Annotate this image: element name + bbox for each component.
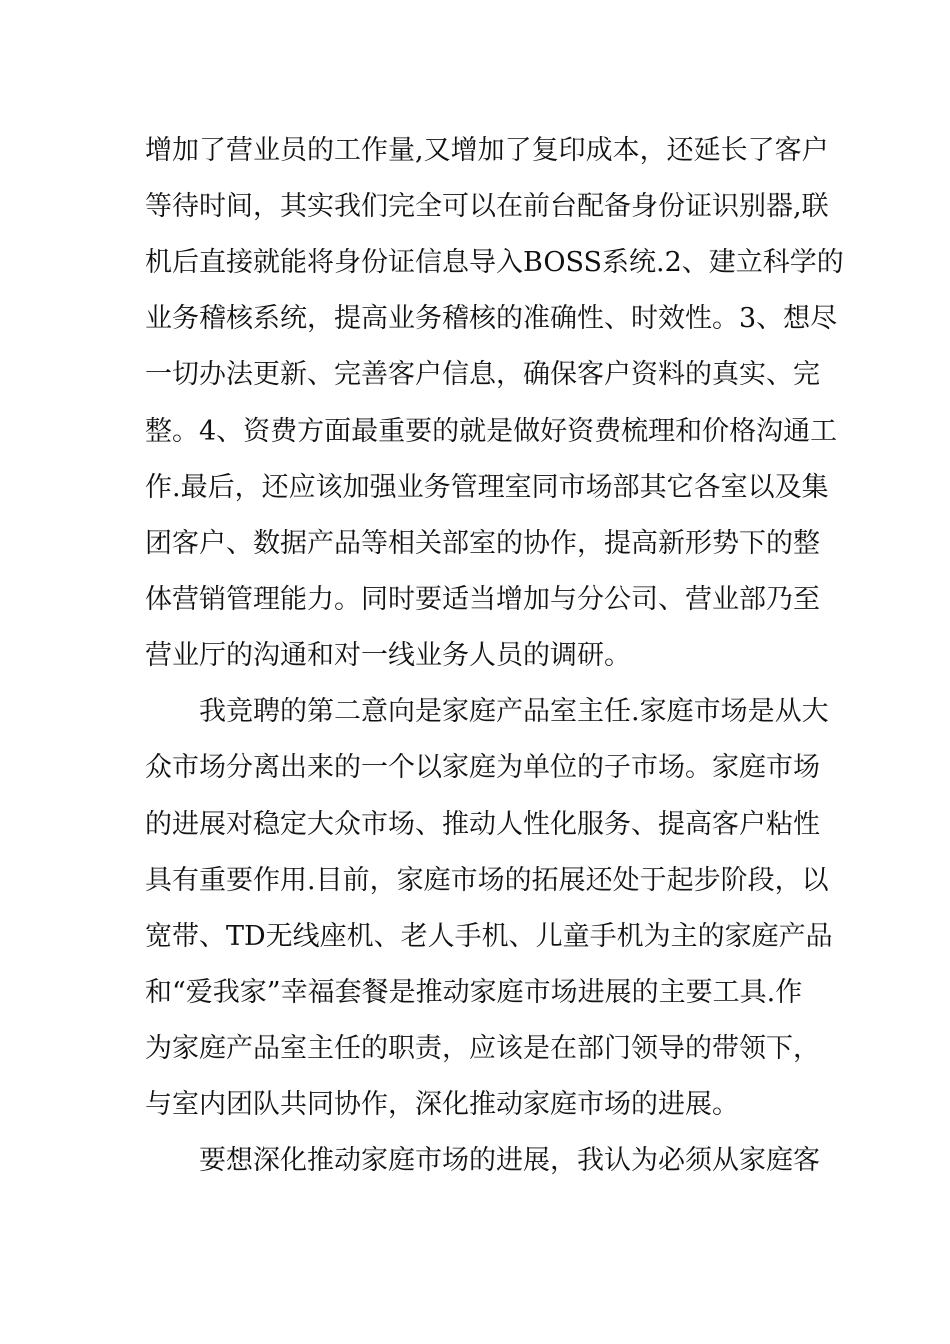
text-line: 营业厅的沟通和对一线业务人员的调研。 [145, 640, 631, 671]
text-line: 为家庭产品室主任的职责，应该是在部门领导的带领下， [145, 1033, 820, 1064]
text-line: 业务稽核系统，提高业务稽核的准确性、时效性。3、想尽 [145, 303, 838, 334]
paragraph-first-line: 我竞聘的第二意向是家庭产品室主任.家庭市场是从大 [199, 696, 829, 727]
text-line: 和“爱我家”幸福套餐是推动家庭市场进展的主要工具.作 [145, 977, 803, 1008]
paragraph-first-line: 要想深化推动家庭市场的进展，我认为必须从家庭客 [199, 1145, 820, 1176]
text-line: 整。4、资费方面最重要的就是做好资费梳理和价格沟通工 [145, 416, 838, 447]
text-line: 团客户、数据产品等相关部室的协作，提高新形势下的整 [145, 528, 820, 559]
text-line: 增加了营业员的工作量,又增加了复印成本，还延长了客户 [145, 135, 829, 166]
text-line: 机后直接就能将身份证信息导入BOSS系统.2、建立科学的 [145, 247, 844, 278]
text-line: 体营销管理能力。同时要适当增加与分公司、营业部乃至 [145, 584, 820, 615]
text-line: 众市场分离出来的一个以家庭为单位的子市场。家庭市场 [145, 752, 820, 783]
text-line: 一切办法更新、完善客户信息，确保客户资料的真实、完 [145, 359, 820, 390]
text-line: 与室内团队共同协作，深化推动家庭市场的进展。 [145, 1089, 739, 1120]
text-line: 具有重要作用.目前，家庭市场的拓展还处于起步阶段，以 [145, 865, 829, 896]
text-line: 的进展对稳定大众市场、推动人性化服务、提高客户粘性 [145, 809, 820, 840]
text-line: 宽带、TD无线座机、老人手机、儿童手机为主的家庭产品 [145, 921, 833, 952]
text-line: 等待时间，其实我们完全可以在前台配备身份证识别器,联 [145, 191, 829, 222]
text-line: 作.最后，还应该加强业务管理室同市场部其它各室以及集 [145, 472, 829, 503]
